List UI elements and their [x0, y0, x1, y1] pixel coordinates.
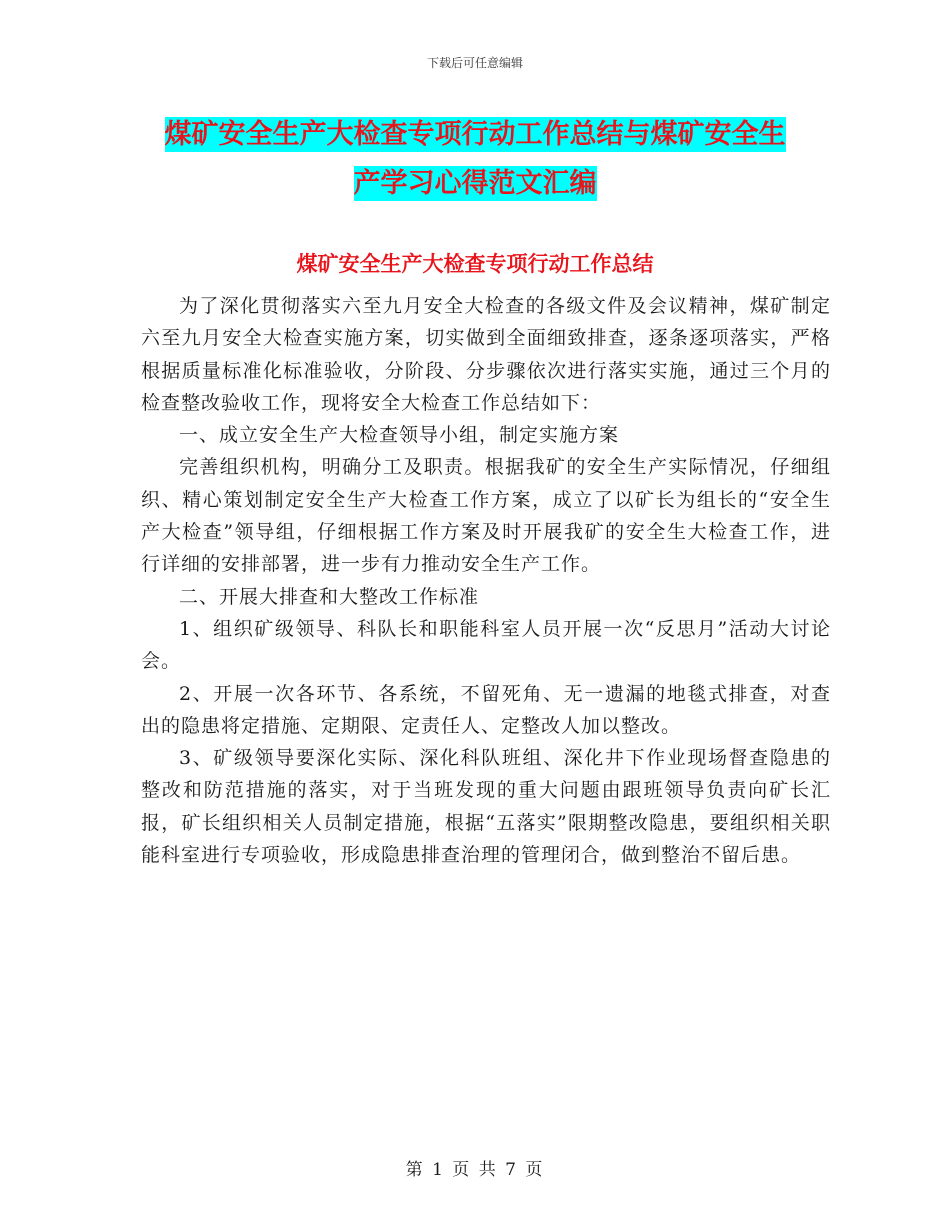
document-title-line-2: 产学习心得范文汇编 — [353, 168, 597, 199]
list-item-2: 2、开展一次各环节、各系统，不留死角、无一遗漏的地毯式排查，对查出的隐患将定措施、定期限、定责任人、定整改人加以整改。 — [141, 682, 831, 737]
paragraph-organization: 完善组织机构，明确分工及职责。根据我矿的安全生产实际情况，仔细组织、精心策划制定安全生产大检查工作方案，成立了以矿长为组长的“安全生产大检查”领导组，仔细根据工作方案及时开展我矿的安全生大检查工作，进行详细的安排部署，进一步有力推动安全生产工作。 — [141, 456, 831, 576]
page-number: 第 1 页 共 7 页 — [405, 1160, 545, 1180]
heading-part-1: 一、成立安全生产大检查领导小组，制定实施方案 — [179, 424, 620, 447]
document-body — [141, 290, 831, 871]
document-title-line-1: 煤矿安全生产大检查专项行动工作总结与煤矿安全生 — [164, 119, 786, 150]
section-title: 煤矿安全生产大检查专项行动工作总结 — [296, 252, 654, 276]
document-title — [150, 110, 800, 208]
list-item-1: 1、组织矿级领导、科队长和职能科室人员开展一次“反思月”活动大讨论会。 — [141, 617, 831, 673]
list-item-3: 3、矿级领导要深化实际、深化科队班组、深化井下作业现场督查隐患的整改和防范措施的落实，对于当班发现的重大问题由跟班领导负责向矿长汇报，矿长组织相关人员制定措施，根据“五落实”限期整改隐患，要组织相关职能科室进行专项验收，形成隐患排查治理的管理闭合，做到整治不留后患。 — [141, 747, 831, 867]
paragraph-intro: 为了深化贯彻落实六至九月安全大检查的各级文件及会议精神，煤矿制定六至九月安全大检查实施方案，切实做到全面细致排查，逐条逐项落实，严格根据质量标准化标准验收，分阶段、分步骤依次进行落实实施，通过三个月的检查整改验收工作，现将安全大检查工作总结如下： — [141, 295, 831, 414]
heading-part-2: 二、开展大排查和大整改工作标准 — [179, 585, 480, 608]
header-note: 下载后可任意编辑 — [426, 56, 523, 70]
